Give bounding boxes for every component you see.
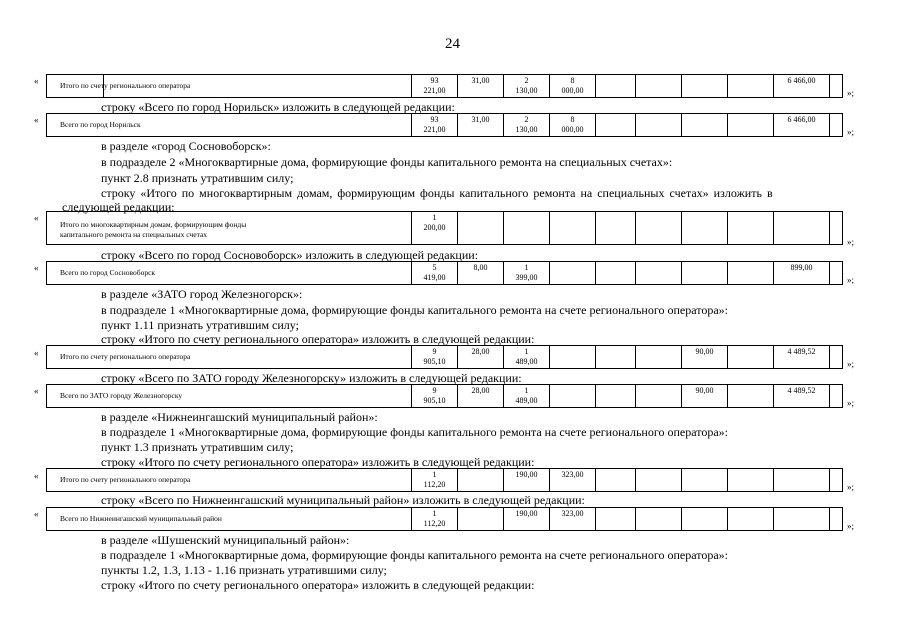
text-line: пункт 1.11 признать утратившим силу; — [101, 318, 299, 332]
cell: 9 — [432, 386, 437, 395]
cell: 000,00 — [561, 86, 584, 95]
text-line: в подразделе 1 «Многоквартирные дома, формирующие фонды капитального ремонта на счете регионального оператора»: — [101, 548, 728, 562]
cell: 93 — [430, 76, 439, 85]
cell: 1 — [432, 213, 437, 222]
cell: 90,00 — [695, 386, 714, 395]
text-line: в разделе «Шушенский муниципальный район»: — [101, 533, 350, 547]
cell: 899,00 — [790, 263, 813, 272]
row-name: Итого по многоквартирным домам, формирующим фонды — [60, 220, 247, 229]
cell: 190,00 — [515, 470, 538, 479]
quote-close: »; — [847, 237, 855, 247]
text-line: в подразделе 1 «Многоквартирные дома, формирующие фонды капитального ремонта на счете регионального оператора»: — [101, 303, 728, 317]
cell: 1 — [432, 509, 437, 518]
cell: 200,00 — [423, 223, 446, 232]
quote-open: « — [34, 471, 39, 481]
cell: 2 — [524, 76, 529, 85]
cell: 323,00 — [561, 509, 584, 518]
row-name: капитального ремонта на специальных счетах — [60, 230, 208, 239]
cell: 4 489,52 — [787, 386, 816, 395]
cell: 6 466,00 — [787, 76, 816, 85]
quote-open: « — [34, 386, 39, 396]
row-name: Итого по счету регионального оператора — [60, 352, 191, 361]
quote-open: « — [34, 263, 39, 273]
cell: 1 — [524, 347, 529, 356]
text-line: строку «Итого по счету регионального оператора» изложить в следующей редакции: — [101, 455, 535, 469]
text-line: строку «Итого по счету регионального оператора» изложить в следующей редакции: — [101, 332, 535, 346]
quote-close: »; — [847, 482, 855, 492]
cell: 000,00 — [561, 125, 584, 134]
quote-open: « — [34, 213, 39, 223]
cell: 905,10 — [423, 357, 446, 366]
cell: 8 — [570, 76, 575, 85]
text-line: строку «Итого по счету регионального оператора» изложить в следующей редакции: — [101, 578, 535, 592]
quote-open: « — [34, 76, 39, 86]
cell: 93 — [430, 115, 439, 124]
text-line: в разделе «город Сосновоборск»: — [101, 139, 271, 153]
cell: 905,10 — [423, 396, 446, 405]
text-line: пункт 1.3 признать утратившим силу; — [101, 440, 294, 454]
cell: 112,20 — [423, 480, 446, 489]
text-line: строку «Всего по ЗАТО городу Железногорску» изложить в следующей редакции: — [101, 371, 522, 385]
cell: 6 466,00 — [787, 115, 816, 124]
cell: 4 489,52 — [787, 347, 816, 356]
quote-close: »; — [847, 127, 855, 137]
quote-close: »; — [847, 359, 855, 369]
text-line: строку «Всего по Нижнеингашский муниципальный район» изложить в следующей редакции: — [101, 493, 585, 507]
cell: 1 — [524, 263, 529, 272]
cell: 130,00 — [515, 125, 538, 134]
cell: 130,00 — [515, 86, 538, 95]
cell: 31,00 — [471, 76, 490, 85]
table-row — [46, 261, 843, 285]
cell: 28,00 — [471, 347, 490, 356]
text-line: пункты 1.2, 1.3, 1.13 - 1.16 признать утратившими силу; — [101, 563, 387, 577]
cell: 31,00 — [471, 115, 490, 124]
cell: 8 — [570, 115, 575, 124]
cell: 90,00 — [695, 347, 714, 356]
row-name: Итого по счету регионального оператора — [60, 475, 191, 484]
quote-open: « — [34, 115, 39, 125]
table-row — [46, 113, 843, 137]
text-line: строку «Всего по город Норильск» изложить в следующей редакции: — [101, 100, 455, 114]
quote-close: »; — [847, 521, 855, 531]
quote-close: »; — [847, 398, 855, 408]
row-name: Всего по город Норильск — [60, 120, 141, 129]
text-line: следующей редакции: — [62, 200, 175, 214]
row-name: Всего по город Сосновоборск — [60, 268, 156, 277]
row-name: Всего по Нижнеингашский муниципальный район — [60, 514, 222, 523]
page-number: 24 — [445, 36, 460, 52]
cell: 323,00 — [561, 470, 584, 479]
quote-close: »; — [847, 275, 855, 285]
text-line: в разделе «ЗАТО город Железногорск»: — [101, 287, 303, 301]
cell: 221,00 — [423, 125, 446, 134]
text-line: пункт 2.8 признать утратившим силу; — [101, 171, 294, 185]
text-line: в разделе «Нижнеингашский муниципальный район»: — [101, 410, 378, 424]
quote-open: « — [34, 348, 39, 358]
cell: 112,20 — [423, 519, 446, 528]
quote-open: « — [34, 509, 39, 519]
text-line: строку «Итого по многоквартирным домам, формирующим фонды капитального ремонта на специальных счетах» изложить в — [101, 186, 773, 200]
cell: 5 — [432, 263, 437, 272]
cell: 221,00 — [423, 86, 446, 95]
cell: 1 — [524, 386, 529, 395]
row-name: Итого по счету регионального оператора — [60, 81, 191, 90]
cell: 419,00 — [423, 273, 446, 282]
quote-close: »; — [847, 88, 855, 98]
cell: 399,00 — [515, 273, 538, 282]
row-name: Всего по ЗАТО городу Железногорску — [60, 391, 183, 400]
cell: 28,00 — [471, 386, 490, 395]
text-line: в подразделе 2 «Многоквартирные дома, формирующие фонды капитального ремонта на специальных счетах»: — [101, 155, 673, 169]
cell: 1 — [432, 470, 437, 479]
cell: 489,00 — [515, 357, 538, 366]
cell: 489,00 — [515, 396, 538, 405]
cell: 2 — [524, 115, 529, 124]
text-line: в подразделе 1 «Многоквартирные дома, формирующие фонды капитального ремонта на счете регионального оператора»: — [101, 425, 728, 439]
text-line: строку «Всего по город Сосновоборск» изложить в следующей редакции: — [101, 248, 479, 262]
cell: 8,00 — [473, 263, 488, 272]
cell: 9 — [432, 347, 437, 356]
cell: 190,00 — [515, 509, 538, 518]
